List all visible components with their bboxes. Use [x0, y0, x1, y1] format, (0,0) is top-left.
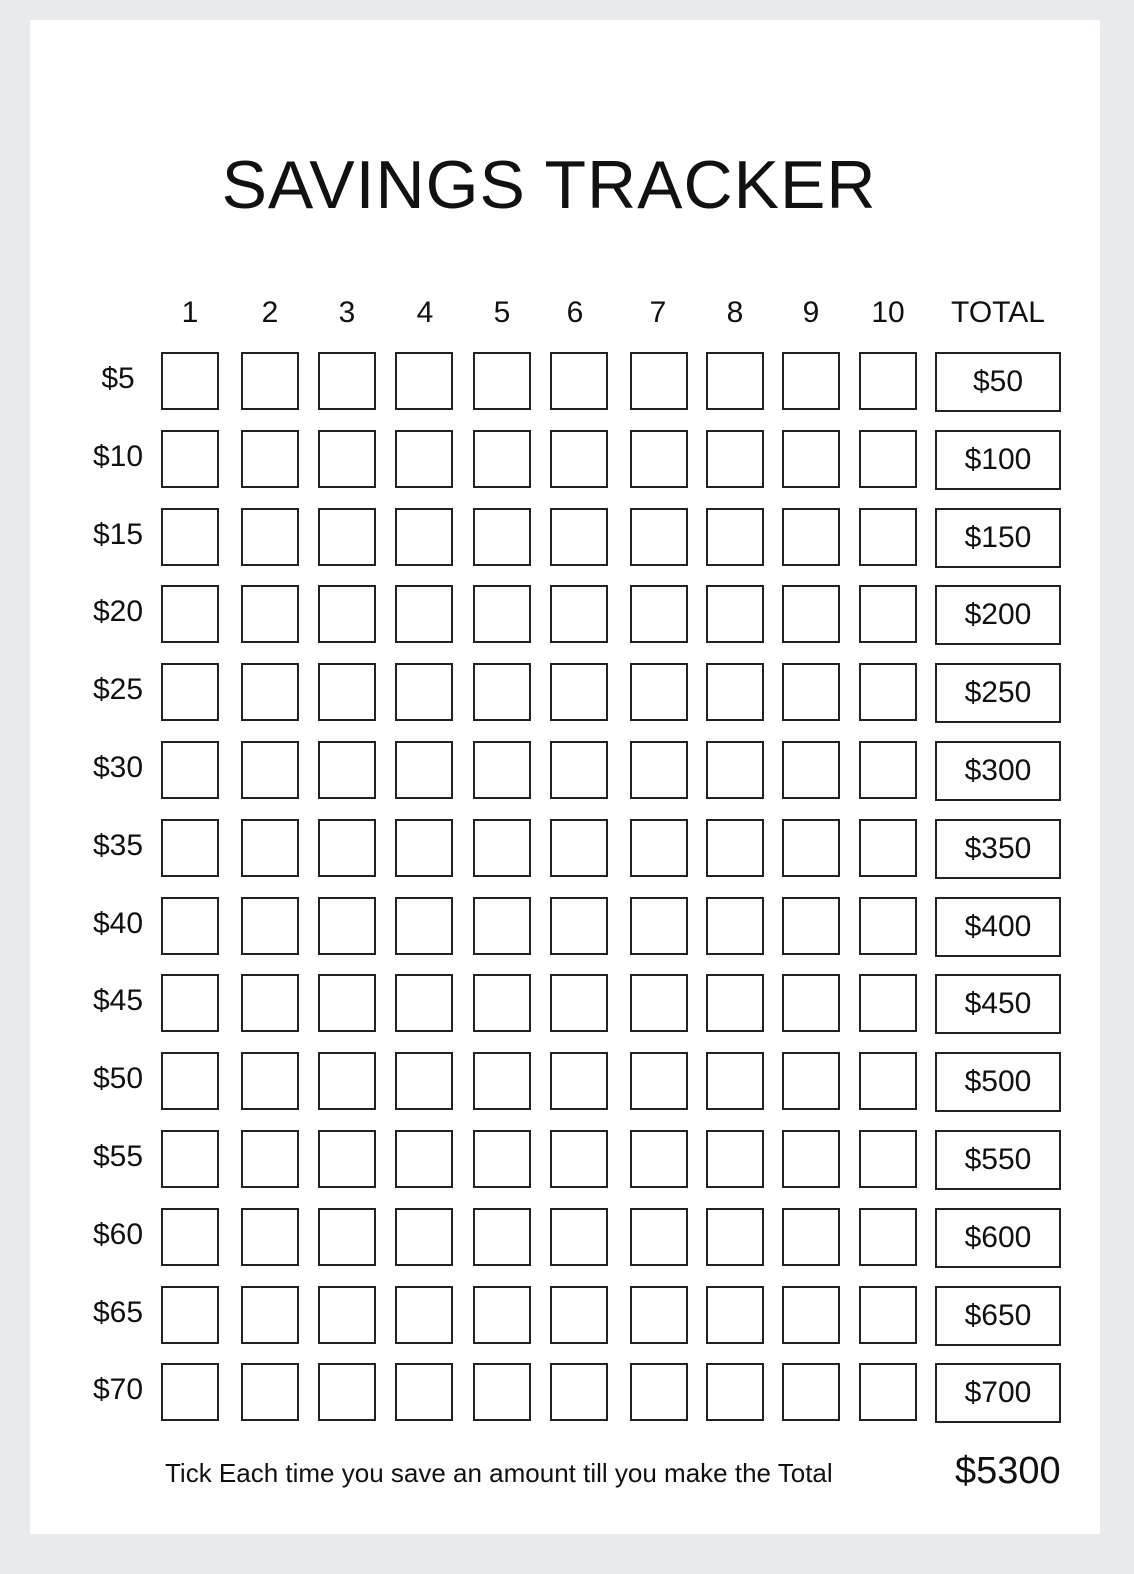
tick-box[interactable] [859, 974, 917, 1032]
column-header-8: 8 [726, 296, 744, 329]
tick-box[interactable] [473, 508, 531, 566]
tick-box[interactable] [161, 1130, 219, 1188]
tick-box[interactable] [630, 1208, 688, 1266]
tick-box[interactable] [473, 1208, 531, 1266]
tick-box[interactable] [706, 430, 764, 488]
tick-box[interactable] [318, 1208, 376, 1266]
tick-box[interactable] [630, 352, 688, 410]
tick-box[interactable] [782, 897, 840, 955]
row-total-box: $250 [935, 663, 1061, 723]
tick-box[interactable] [706, 897, 764, 955]
tick-box[interactable] [395, 741, 453, 799]
tick-box[interactable] [161, 663, 219, 721]
tick-box[interactable] [161, 1363, 219, 1421]
tick-box[interactable] [550, 1286, 608, 1344]
tick-box[interactable] [241, 974, 299, 1032]
tick-box[interactable] [473, 1052, 531, 1110]
column-header-1: 1 [181, 296, 199, 329]
row-amount-label: $55 [92, 1140, 144, 1173]
tick-box[interactable] [241, 352, 299, 410]
tick-box[interactable] [859, 430, 917, 488]
tick-box[interactable] [859, 897, 917, 955]
tick-box[interactable] [241, 741, 299, 799]
tick-box[interactable] [473, 1130, 531, 1188]
tick-box[interactable] [318, 1286, 376, 1344]
column-header-2: 2 [261, 296, 279, 329]
row-amount-label: $35 [92, 829, 144, 862]
tick-box[interactable] [859, 1208, 917, 1266]
row-total-box: $700 [935, 1363, 1061, 1423]
tick-box[interactable] [859, 585, 917, 643]
tick-box[interactable] [241, 1363, 299, 1421]
page-title: SAVINGS TRACKER [221, 147, 877, 223]
tick-box[interactable] [161, 352, 219, 410]
tick-box[interactable] [473, 585, 531, 643]
tick-box[interactable] [161, 508, 219, 566]
tick-box[interactable] [859, 1052, 917, 1110]
tick-box[interactable] [318, 352, 376, 410]
tick-box[interactable] [859, 741, 917, 799]
row-total-box: $50 [935, 352, 1061, 412]
tick-box[interactable] [473, 741, 531, 799]
tick-box[interactable] [318, 819, 376, 877]
tick-box[interactable] [395, 352, 453, 410]
tick-box[interactable] [859, 1130, 917, 1188]
tick-box[interactable] [395, 974, 453, 1032]
tick-box[interactable] [161, 430, 219, 488]
tick-box[interactable] [161, 585, 219, 643]
tick-box[interactable] [706, 1286, 764, 1344]
tick-box[interactable] [550, 974, 608, 1032]
tick-box[interactable] [782, 1052, 840, 1110]
tick-box[interactable] [473, 897, 531, 955]
tick-box[interactable] [630, 663, 688, 721]
row-amount-label: $25 [92, 673, 144, 706]
tick-box[interactable] [550, 819, 608, 877]
tick-box[interactable] [782, 819, 840, 877]
tick-box[interactable] [630, 585, 688, 643]
row-amount-label: $60 [92, 1218, 144, 1251]
tick-box[interactable] [241, 585, 299, 643]
tick-box[interactable] [318, 1363, 376, 1421]
tick-box[interactable] [782, 352, 840, 410]
tick-box[interactable] [630, 1286, 688, 1344]
tick-box[interactable] [473, 352, 531, 410]
tick-box[interactable] [241, 430, 299, 488]
row-amount-label: $50 [92, 1062, 144, 1095]
tick-box[interactable] [318, 741, 376, 799]
column-header-5: 5 [493, 296, 511, 329]
tick-box[interactable] [318, 897, 376, 955]
tick-box[interactable] [550, 897, 608, 955]
tick-box[interactable] [630, 741, 688, 799]
tick-box[interactable] [630, 430, 688, 488]
tick-box[interactable] [706, 819, 764, 877]
tick-box[interactable] [630, 1130, 688, 1188]
row-amount-label: $45 [92, 984, 144, 1017]
tick-box[interactable] [706, 352, 764, 410]
tick-box[interactable] [473, 1286, 531, 1344]
tick-box[interactable] [395, 819, 453, 877]
instruction-text: Tick Each time you save an amount till you make the Total [165, 1458, 833, 1488]
row-total-box: $450 [935, 974, 1061, 1034]
tick-box[interactable] [473, 430, 531, 488]
tick-box[interactable] [241, 1208, 299, 1266]
column-header-7: 7 [649, 296, 667, 329]
row-total-box: $500 [935, 1052, 1061, 1112]
tick-box[interactable] [318, 974, 376, 1032]
tick-box[interactable] [706, 974, 764, 1032]
tick-box[interactable] [318, 1052, 376, 1110]
tick-box[interactable] [550, 585, 608, 643]
tick-box[interactable] [859, 352, 917, 410]
row-amount-label: $5 [101, 362, 135, 395]
tick-box[interactable] [395, 585, 453, 643]
column-header-4: 4 [416, 296, 434, 329]
tick-box[interactable] [550, 1363, 608, 1421]
tick-box[interactable] [241, 508, 299, 566]
tick-box[interactable] [241, 819, 299, 877]
tick-box[interactable] [782, 1208, 840, 1266]
tick-box[interactable] [161, 819, 219, 877]
row-amount-label: $30 [92, 751, 144, 784]
tick-box[interactable] [550, 663, 608, 721]
tick-box[interactable] [859, 1363, 917, 1421]
tick-box[interactable] [161, 1208, 219, 1266]
column-header-3: 3 [338, 296, 356, 329]
tick-box[interactable] [630, 974, 688, 1032]
grand-total: $5300 [955, 1450, 1061, 1492]
row-amount-label: $70 [92, 1373, 144, 1406]
tick-box[interactable] [782, 974, 840, 1032]
tick-box[interactable] [395, 1052, 453, 1110]
tick-box[interactable] [473, 1363, 531, 1421]
tick-box[interactable] [395, 897, 453, 955]
row-total-box: $350 [935, 819, 1061, 879]
tick-box[interactable] [318, 663, 376, 721]
tick-box[interactable] [550, 1130, 608, 1188]
tick-box[interactable] [706, 1208, 764, 1266]
row-total-box: $200 [935, 585, 1061, 645]
column-header-9: 9 [802, 296, 820, 329]
tick-box[interactable] [550, 430, 608, 488]
tick-box[interactable] [161, 897, 219, 955]
row-total-box: $550 [935, 1130, 1061, 1190]
tick-box[interactable] [782, 1286, 840, 1344]
tick-box[interactable] [630, 508, 688, 566]
row-amount-label: $40 [92, 907, 144, 940]
tick-box[interactable] [630, 819, 688, 877]
row-total-box: $100 [935, 430, 1061, 490]
tick-box[interactable] [706, 741, 764, 799]
tick-box[interactable] [161, 1286, 219, 1344]
row-amount-label: $15 [92, 518, 144, 551]
tick-box[interactable] [706, 663, 764, 721]
tick-box[interactable] [395, 1130, 453, 1188]
tick-box[interactable] [318, 430, 376, 488]
tick-box[interactable] [630, 1052, 688, 1110]
row-total-box: $600 [935, 1208, 1061, 1268]
tick-box[interactable] [859, 508, 917, 566]
tick-box[interactable] [550, 508, 608, 566]
tick-box[interactable] [241, 897, 299, 955]
tick-box[interactable] [161, 1052, 219, 1110]
tick-box[interactable] [395, 1363, 453, 1421]
tick-box[interactable] [241, 1286, 299, 1344]
tick-box[interactable] [161, 741, 219, 799]
tick-box[interactable] [241, 663, 299, 721]
tick-box[interactable] [859, 1286, 917, 1344]
tick-box[interactable] [395, 1286, 453, 1344]
tick-box[interactable] [241, 1052, 299, 1110]
tick-box[interactable] [706, 1363, 764, 1421]
tick-box[interactable] [782, 585, 840, 643]
tick-box[interactable] [395, 1208, 453, 1266]
tick-box[interactable] [782, 741, 840, 799]
tick-box[interactable] [706, 1052, 764, 1110]
tick-box[interactable] [318, 508, 376, 566]
row-amount-label: $65 [92, 1296, 144, 1329]
tick-box[interactable] [859, 663, 917, 721]
row-amount-label: $20 [92, 595, 144, 628]
tick-box[interactable] [859, 819, 917, 877]
tick-box[interactable] [473, 974, 531, 1032]
row-total-box: $650 [935, 1286, 1061, 1346]
tick-box[interactable] [550, 352, 608, 410]
tick-box[interactable] [706, 585, 764, 643]
tick-box[interactable] [395, 663, 453, 721]
tick-box[interactable] [782, 1130, 840, 1188]
tick-box[interactable] [395, 508, 453, 566]
tick-box[interactable] [550, 741, 608, 799]
tick-box[interactable] [630, 1363, 688, 1421]
tick-box[interactable] [473, 663, 531, 721]
tick-box[interactable] [550, 1208, 608, 1266]
tick-box[interactable] [706, 508, 764, 566]
column-header-6: 6 [566, 296, 584, 329]
tick-box[interactable] [630, 897, 688, 955]
tick-box[interactable] [318, 1130, 376, 1188]
tick-box[interactable] [161, 974, 219, 1032]
tick-box[interactable] [782, 508, 840, 566]
row-total-box: $300 [935, 741, 1061, 801]
row-total-box: $400 [935, 897, 1061, 957]
column-header-10: 10 [871, 296, 905, 329]
tick-box[interactable] [395, 430, 453, 488]
tick-box[interactable] [550, 1052, 608, 1110]
tick-box[interactable] [782, 430, 840, 488]
tick-box[interactable] [782, 1363, 840, 1421]
tick-box[interactable] [473, 819, 531, 877]
tick-box[interactable] [241, 1130, 299, 1188]
total-column-header: TOTAL [951, 296, 1045, 329]
row-total-box: $150 [935, 508, 1061, 568]
tick-box[interactable] [782, 663, 840, 721]
row-amount-label: $10 [92, 440, 144, 473]
tick-box[interactable] [706, 1130, 764, 1188]
tick-box[interactable] [318, 585, 376, 643]
